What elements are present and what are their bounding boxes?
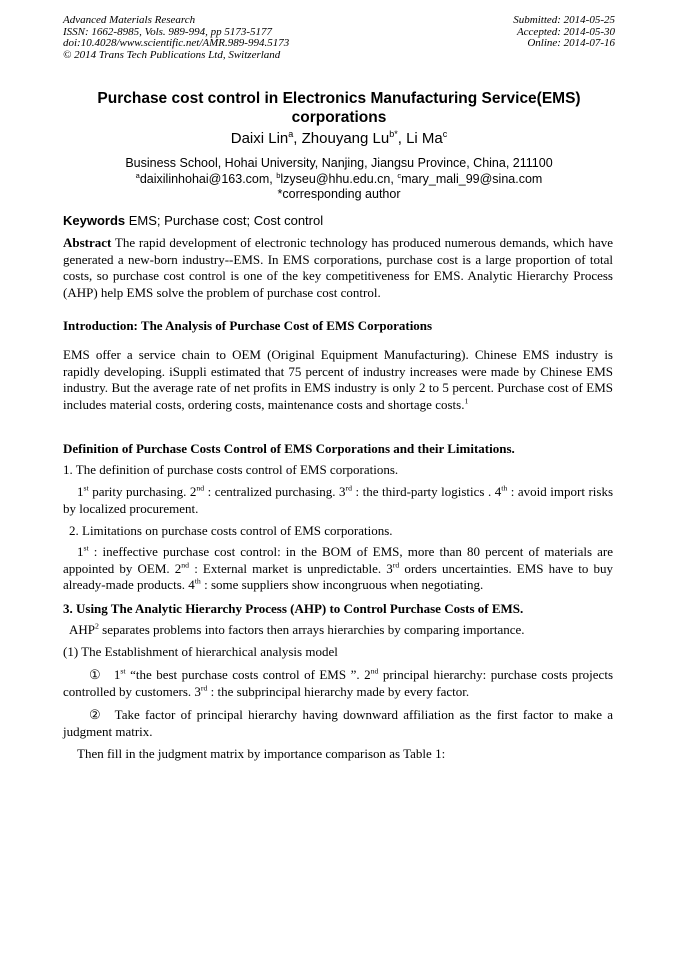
ahp-paragraph-1 xyxy=(63,622,613,639)
ordinal-sup: rd xyxy=(392,560,400,570)
email-sup: a xyxy=(135,170,140,180)
footnote-ref: 1 xyxy=(464,396,469,406)
title-line-2: corporations xyxy=(291,109,387,126)
circled-number: ② xyxy=(89,707,103,722)
paper-title xyxy=(63,89,615,127)
ordinal-sup: rd xyxy=(345,483,353,493)
ordinal-sup: rd xyxy=(200,683,208,693)
email-sup: c xyxy=(397,170,402,180)
paragraph-text: : some suppliers show incongruous when negotiating. xyxy=(200,577,484,592)
paragraph-text: principal hierarchy: purchase costs projects controlled by customers. 3 xyxy=(63,667,614,699)
submission-dates xyxy=(513,15,615,50)
ahp-term: AHP xyxy=(69,622,96,637)
ordinal-sup: nd xyxy=(181,560,190,570)
email-sup: b xyxy=(276,170,281,180)
accepted-date: Accepted: 2014-05-30 xyxy=(516,25,615,38)
author-sup: c xyxy=(442,129,448,139)
author-name: Daixi Lin xyxy=(230,130,289,147)
paragraph-text: : the subprincipal hierarchy made by every factor. xyxy=(207,683,470,699)
paragraph-text: : ineffective purchase cost control: in the BOM of EMS, more than 80 percent of materials are appointed by OEM. 2 xyxy=(63,544,613,576)
paragraph-text: : External market is unpredictable. 3 xyxy=(189,560,393,576)
corresponding-note: *corresponding author xyxy=(277,187,401,201)
intro-text: EMS offer a service chain to OEM (Original Equipment Manufacturing). Chinese EMS industry is rapidly developing. iSuppli estimated that 75 percent of industry increases were made by Chinese EMS industry. But the average rate of net profits in EMS industry is only 2 to 5 percent. Purchase cost of EMS includes material costs, ordering costs, maintenance costs and shortage costs. xyxy=(63,347,613,412)
intro-heading: Introduction: The Analysis of Purchase Cost of EMS Corporations xyxy=(63,318,433,333)
journal-info xyxy=(63,15,289,61)
ordinal-sup: th xyxy=(501,483,508,493)
affiliation-block xyxy=(63,156,615,203)
limitations-paragraph xyxy=(63,544,613,594)
online-date: Online: 2014-07-16 xyxy=(527,37,615,49)
ahp-paragraph-2: (1) The Establishment of hierarchical analysis model xyxy=(63,644,338,659)
intro-paragraph xyxy=(63,347,613,413)
submitted-date: Submitted: 2014-05-25 xyxy=(513,14,615,26)
paragraph-text: “the best purchase costs control of EMS ”. 2 xyxy=(125,667,371,682)
doi-line: doi:10.4028/www.scientific.net/AMR.989-994.5173 xyxy=(63,37,290,49)
journal-name: Advanced Materials Research xyxy=(63,14,196,26)
ahp-paragraph-3 xyxy=(63,667,613,700)
paragraph-text: : avoid import risks by localized procurement. xyxy=(63,484,614,516)
ordinal-sup: st xyxy=(83,543,89,553)
keywords-text: EMS; Purchase cost; Cost control xyxy=(128,213,324,228)
ordinal-sup: st xyxy=(120,666,126,676)
circled-number: ① xyxy=(89,667,102,682)
title-line-1: Purchase cost control in Electronics Manufacturing Service(EMS) xyxy=(97,90,581,107)
definition-item-1: 1. The definition of purchase costs control of EMS corporations. xyxy=(63,462,399,477)
keywords-label: Keywords xyxy=(63,213,126,228)
ahp-paragraph-4 xyxy=(63,707,613,740)
ordinal-number: 1 xyxy=(113,667,121,682)
ordinal-number: 1 xyxy=(77,484,84,499)
definition-heading: Definition of Purchase Costs Control of EMS Corporations and their Limitations. xyxy=(63,441,515,456)
ahp-heading: 3. Using The Analytic Hierarchy Process (AHP) to Control Purchase Costs of EMS. xyxy=(63,601,524,616)
author-sup: a xyxy=(288,129,294,139)
issn-line: ISSN: 1662-8985, Vols. 989-994, pp 5173-5177 xyxy=(63,25,272,38)
affiliation-line: Business School, Hohai University, Nanjing, Jiangsu Province, China, 211100 xyxy=(125,156,553,170)
abstract-label: Abstract xyxy=(63,235,112,250)
footnote-ref: 2 xyxy=(95,621,99,631)
email: daixilinhohai@163.com xyxy=(139,171,270,186)
ordinal-sup: st xyxy=(83,483,89,493)
abstract-text: The rapid development of electronic technology has produced numerous demands, which have generated a new-born industry--EMS. In EMS corporations, purchase cost is a large proportion of total costs, so purchase cost control is one of the key competitiveness for EMS. Analytic Hierarchy Process (AHP) help EMS solve the problem of purchase cost control. xyxy=(63,235,613,300)
paragraph-text: Take factor of principal hierarchy having downward affiliation as the first factor to make a judgment matrix. xyxy=(63,707,614,739)
copyright-line: © 2014 Trans Tech Publications Ltd, Switzerland xyxy=(63,48,281,61)
email-line: $^a$daixilinhohai@163.com, $^b$lzyseu@hhu.edu.cn, $^c$mary_mali_99@sina.com xyxy=(135,170,543,186)
abstract xyxy=(63,235,613,301)
ordinal-sup: nd xyxy=(196,483,205,493)
author-list: Daixi Lin$^a$, Zhouyang $Lu^{b*}$, Li Ma$^c$ xyxy=(230,129,448,147)
ordinal-number: 1 xyxy=(77,544,84,559)
paragraph-text: : centralized purchasing. 3 xyxy=(204,484,346,499)
ordinal-sup: nd xyxy=(370,666,379,676)
author-name: Li Ma xyxy=(406,130,443,147)
definition-paragraph xyxy=(63,484,613,517)
keywords xyxy=(63,213,613,230)
ordinal-sup: th xyxy=(194,576,201,586)
email: lzyseu@hhu.edu.cn xyxy=(280,171,391,186)
definition-item-2: 2. Limitations on purchase costs control of EMS corporations. xyxy=(69,523,393,538)
ahp-paragraph-5: Then fill in the judgment matrix by importance comparison as Table 1: xyxy=(77,746,446,761)
author-sup: b* xyxy=(389,129,398,139)
paragraph-text: parity purchasing. 2 xyxy=(88,484,197,499)
paragraph-text: separates problems into factors then arrays hierarchies by comparing importance. xyxy=(98,622,525,637)
paragraph-text: orders uncertainties. EMS have to buy already-made products. 4 xyxy=(63,560,614,592)
email: mary_mali_99@sina.com xyxy=(401,171,543,186)
author-name: Zhouyang Lu xyxy=(301,130,390,147)
paragraph-text: : the third-party logistics . 4 xyxy=(352,484,502,499)
